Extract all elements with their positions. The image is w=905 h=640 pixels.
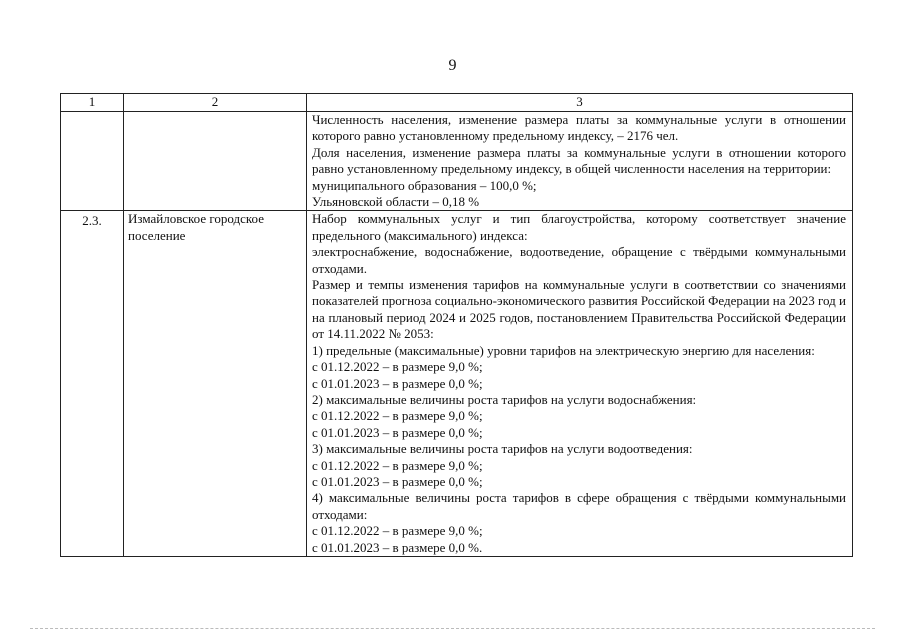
column-header-1: 1 <box>61 94 124 112</box>
text-line: с 01.12.2022 – в размере 9,0 %; <box>312 457 483 473</box>
text-line: Набор коммунальных услуг и тип благоустройства, которому соответствует значение предельного (максимального) индекса: <box>312 211 846 243</box>
text-line: электроснабжение, водоснабжение, водоотведение, обращение с твёрдыми коммунальными отходами. <box>312 244 846 276</box>
row-description <box>307 112 853 211</box>
document-table <box>60 93 853 557</box>
text-line: Ульяновской области – 0,18 % <box>312 194 480 210</box>
text-line: муниципального образования – 100,0 %; <box>312 177 537 193</box>
list-item: 1) предельные (максимальные) уровни тарифов на электрическую энергию для населения: <box>312 342 815 358</box>
list-item: 4) максимальные величины роста тарифов в сфере обращения с твёрдыми коммунальными отходами: <box>312 490 846 522</box>
text-line: с 01.01.2023 – в размере 0,0 %. <box>312 539 483 555</box>
list-item: 2) максимальные величины роста тарифов на услуги водоснабжения: <box>312 391 697 407</box>
table-header-row <box>61 94 853 112</box>
row-number: 2.3. <box>61 211 124 557</box>
table-row <box>61 112 853 211</box>
text-line: с 01.12.2022 – в размере 9,0 %; <box>312 408 483 424</box>
row-description <box>307 211 853 557</box>
page-number: 9 <box>448 57 457 74</box>
text-line: Доля населения, изменение размера платы за коммунальные услуги в отношении которого равно установленному предельному индексу, в общей численности населения на территории: <box>312 144 846 177</box>
text-line: с 01.01.2023 – в размере 0,0 %; <box>312 424 483 440</box>
scan-edge-divider <box>30 628 875 629</box>
text-line: с 01.01.2023 – в размере 0,0 %; <box>312 473 483 489</box>
text-line: Размер и темпы изменения тарифов на коммунальные услуги в соответствии со значениями показателей прогноза социально-экономического развития Российской Федерации на 2023 год и на плановый период 2024 и 2025 годов, постановлением Правительства Российской Федерации от 14.11.2022 № 2053: <box>312 277 846 342</box>
list-item: 3) максимальные величины роста тарифов на услуги водоотведения: <box>312 441 693 457</box>
text-line: с 01.12.2022 – в размере 9,0 %; <box>312 359 483 375</box>
settlement-name <box>124 112 307 211</box>
row-number <box>61 112 124 211</box>
text-line: с 01.01.2023 – в размере 0,0 %; <box>312 375 483 391</box>
settlement-name: Измайловское городское поселение <box>124 211 307 557</box>
text-line: Численность населения, изменение размера платы за коммунальные услуги в отношении которого равно установленному предельному индексу, – 2176 чел. <box>312 112 846 144</box>
column-header-3: 3 <box>307 94 853 112</box>
column-header-2: 2 <box>124 94 307 112</box>
table-row <box>61 211 853 557</box>
text-line: с 01.12.2022 – в размере 9,0 %; <box>312 523 483 539</box>
